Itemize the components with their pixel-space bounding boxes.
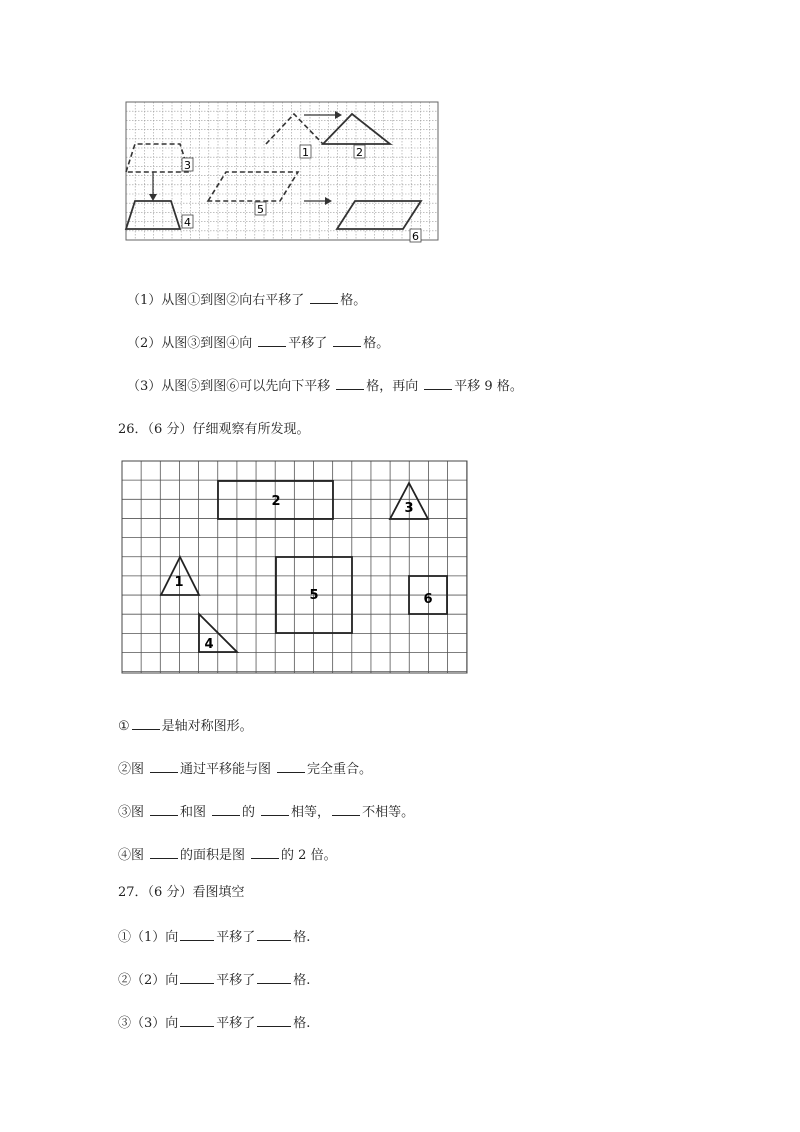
q26-title: 26．（6 分）仔细观察有所发现。 (118, 422, 310, 437)
svg-text:5: 5 (257, 203, 264, 216)
observation-grid-figure (122, 461, 467, 673)
shape-1-label: 1 (174, 575, 184, 590)
shape-2-label: 2 (271, 494, 281, 509)
shape-5-dashed-parallelogram (208, 172, 298, 201)
grid-lines-1 (126, 102, 438, 240)
q27-line-1: ①（1）向 平移了 格. (118, 927, 310, 947)
q25-line-2: （2）从图③到图④向 平移了 格。 (127, 333, 389, 353)
answer-blank[interactable] (150, 845, 178, 859)
label-4 (182, 215, 193, 229)
answer-blank[interactable] (257, 970, 291, 984)
grid-lines-2 (122, 461, 467, 673)
svg-text:6: 6 (412, 230, 419, 243)
answer-blank[interactable] (333, 333, 361, 347)
shape-3-label: 3 (404, 501, 414, 516)
svg-text:4: 4 (184, 216, 191, 229)
answer-blank[interactable] (180, 927, 214, 941)
svg-text:3: 3 (184, 159, 191, 172)
q26-line-3: ③图 和图 的 相等， 不相等。 (118, 802, 414, 822)
answer-blank[interactable] (150, 802, 178, 816)
q25-line-1: （1）从图①到图②向右平移了 格。 (127, 290, 366, 310)
label-2 (354, 145, 365, 159)
answer-blank[interactable] (212, 802, 240, 816)
shape-2-triangle (323, 114, 390, 144)
answer-blank[interactable] (180, 970, 214, 984)
answer-blank[interactable] (332, 802, 360, 816)
answer-blank[interactable] (424, 376, 452, 390)
label-6 (410, 229, 421, 243)
q26-line-1: ① 是轴对称图形。 (118, 716, 253, 736)
q25-line-3: （3）从图⑤到图⑥可以先向下平移 格，再向 平移 9 格。 (127, 376, 523, 396)
answer-blank[interactable] (251, 845, 279, 859)
label-1 (300, 145, 311, 159)
shape-5-label: 5 (309, 588, 319, 603)
label-5 (255, 202, 266, 216)
right-arrow-top-head (335, 111, 342, 119)
shape-4-trapezoid (126, 201, 180, 229)
label-3 (182, 158, 193, 172)
answer-blank[interactable] (336, 376, 364, 390)
answer-blank[interactable] (261, 802, 289, 816)
down-arrow-head (149, 194, 157, 201)
translation-grid-figure (124, 100, 440, 242)
answer-blank[interactable] (257, 927, 291, 941)
answer-blank[interactable] (258, 333, 286, 347)
answer-blank[interactable] (150, 759, 178, 773)
shape-6-label: 6 (423, 592, 433, 607)
q26-line-2: ②图 通过平移能与图 完全重合。 (118, 759, 372, 779)
q27-title: 27．（6 分）看图填空 (118, 885, 245, 900)
answer-blank[interactable] (257, 1013, 291, 1027)
grid-border-1 (126, 102, 438, 240)
svg-text:1: 1 (302, 146, 309, 159)
q27-line-2: ②（2）向 平移了 格. (118, 970, 310, 990)
shape-4-label: 4 (204, 637, 214, 652)
answer-blank[interactable] (277, 759, 305, 773)
answer-blank[interactable] (180, 1013, 214, 1027)
q26-line-4: ④图 的面积是图 的 2 倍。 (118, 845, 337, 865)
answer-blank[interactable] (132, 716, 160, 730)
q27-line-3: ③（3）向 平移了 格. (118, 1013, 310, 1033)
shape-1-dashed-triangle (266, 114, 323, 144)
svg-text:2: 2 (356, 146, 363, 159)
answer-blank[interactable] (310, 290, 338, 304)
shape-6-parallelogram (337, 201, 421, 229)
